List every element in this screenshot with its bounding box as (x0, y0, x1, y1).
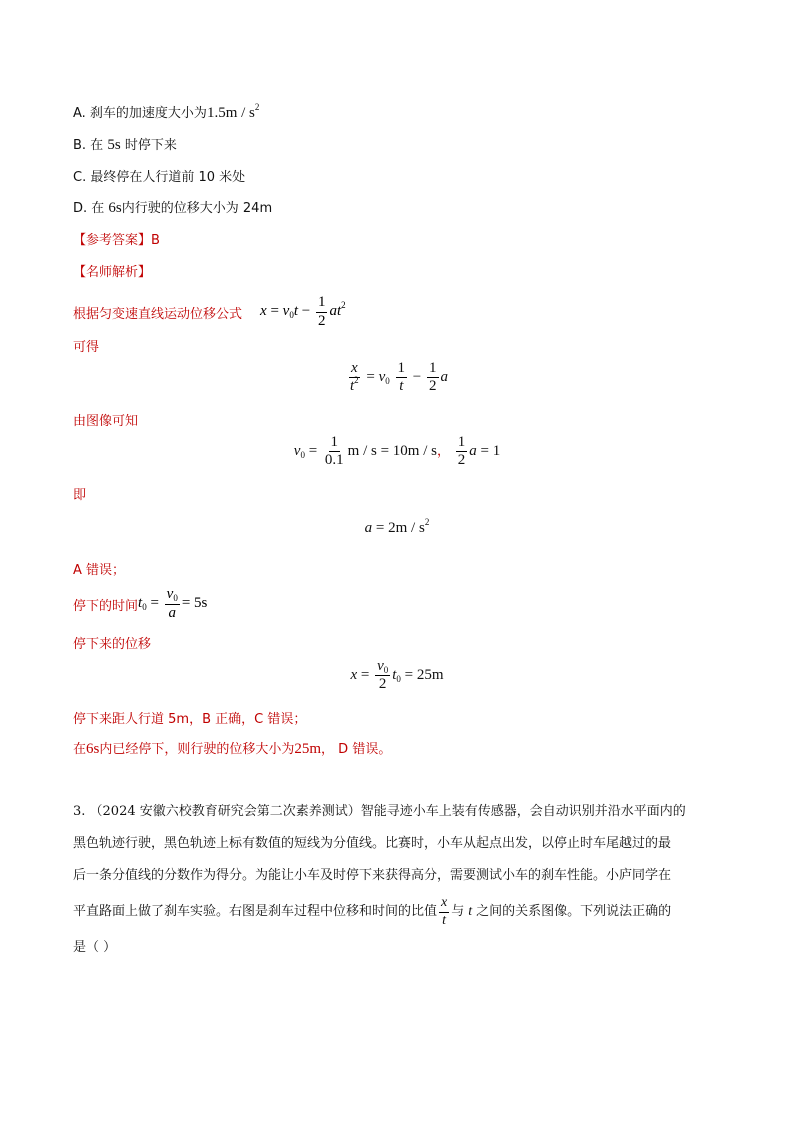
option-a-text: A. 刹车的加速度大小为 (73, 106, 207, 121)
option-b[interactable] (73, 134, 177, 154)
option-b-suffix: 时停下来 (124, 138, 177, 153)
question-3 (73, 796, 725, 964)
question-line-5: 是（ ） (73, 940, 117, 955)
option-a-unit: m / $s^2$ (225, 102, 260, 121)
acceleration-result: $a = 2m / s^2$ (364, 517, 430, 536)
stop-displacement-formula: x = $\frac{v_0}{2}$ $t_0 = 25m$ (350, 658, 444, 693)
option-a[interactable] (73, 102, 259, 122)
reference-answer: 【参考答案】B (73, 233, 160, 248)
option-a-value: 1.5 (206, 105, 226, 121)
stop-time-formula: $t_0$ = $\frac{v_0}{a}$ = 5s (138, 586, 208, 621)
step7-text: 停下来的位移 (73, 637, 152, 652)
question-line-3: 后一条分值线的分数作为得分。为能让小车及时停下来获得高分，需要测试小车的刹车性能。小庐同学在 (73, 868, 672, 883)
option-b-prefix: B. 在 (73, 138, 104, 153)
option-b-value: 5s (107, 137, 121, 153)
option-d-suffix: 内行驶的位移大小为 24m (121, 201, 273, 216)
analysis-heading: 【名师解析】 (73, 265, 152, 280)
step8-text: 停下来距人行道 5m，B 正确，C 错误； (73, 712, 307, 727)
option-c-text: C. 最终停在人行道前 10 米处 (73, 170, 246, 185)
step4-text: 即 (73, 488, 87, 503)
graph-values-formula: $v_0$ = $\frac{1}{0.1}$ m / s = 10m / s， $\frac{1}{2}$ a = 1 (293, 434, 501, 469)
step3-text: 由图像可知 (73, 414, 139, 429)
option-d[interactable] (73, 197, 272, 217)
option-d-value: 6s (108, 200, 122, 216)
question-line-2: 黑色轨迹行驶，黑色轨迹上标有数值的短线为分值线。比赛时，小车从起点出发，以停止时车尾越过的最 (73, 836, 672, 851)
stop-time-line (73, 584, 207, 624)
step1-text: 根据匀变速直线运动位移公式 (73, 306, 243, 322)
step9-line: 在6s内已经停下，则行驶的位移大小为25m， D 错误。 (73, 741, 392, 757)
derived-formula: $\frac{x}{t^2}$ = $v_0$ $\frac{1}{t}$ − $\frac{1}{2}$ a (349, 360, 449, 395)
step6-text: 停下的时间 (73, 598, 139, 614)
solution-step-formula (73, 292, 346, 332)
question-line-4: 平直路面上做了刹车实验。右图是刹车过程中位移和时间的比值 $\frac{x}{t}$ 与 t 之间的关系图像。下列说法正确的 (73, 895, 672, 928)
option-d-prefix: D. 在 (73, 201, 105, 216)
step5-text: A 错误； (73, 563, 126, 578)
displacement-formula: $x = v_0t$ − $\frac{1}{2}$ $at^2$ (260, 294, 346, 329)
question-line-1: 3. （2024 安徽六校教育研究会第二次素养测试）智能寻迹小车上装有传感器，会自动识别并沿水平面内的 (73, 804, 686, 819)
step2-text: 可得 (73, 340, 100, 355)
option-c[interactable] (73, 166, 245, 185)
